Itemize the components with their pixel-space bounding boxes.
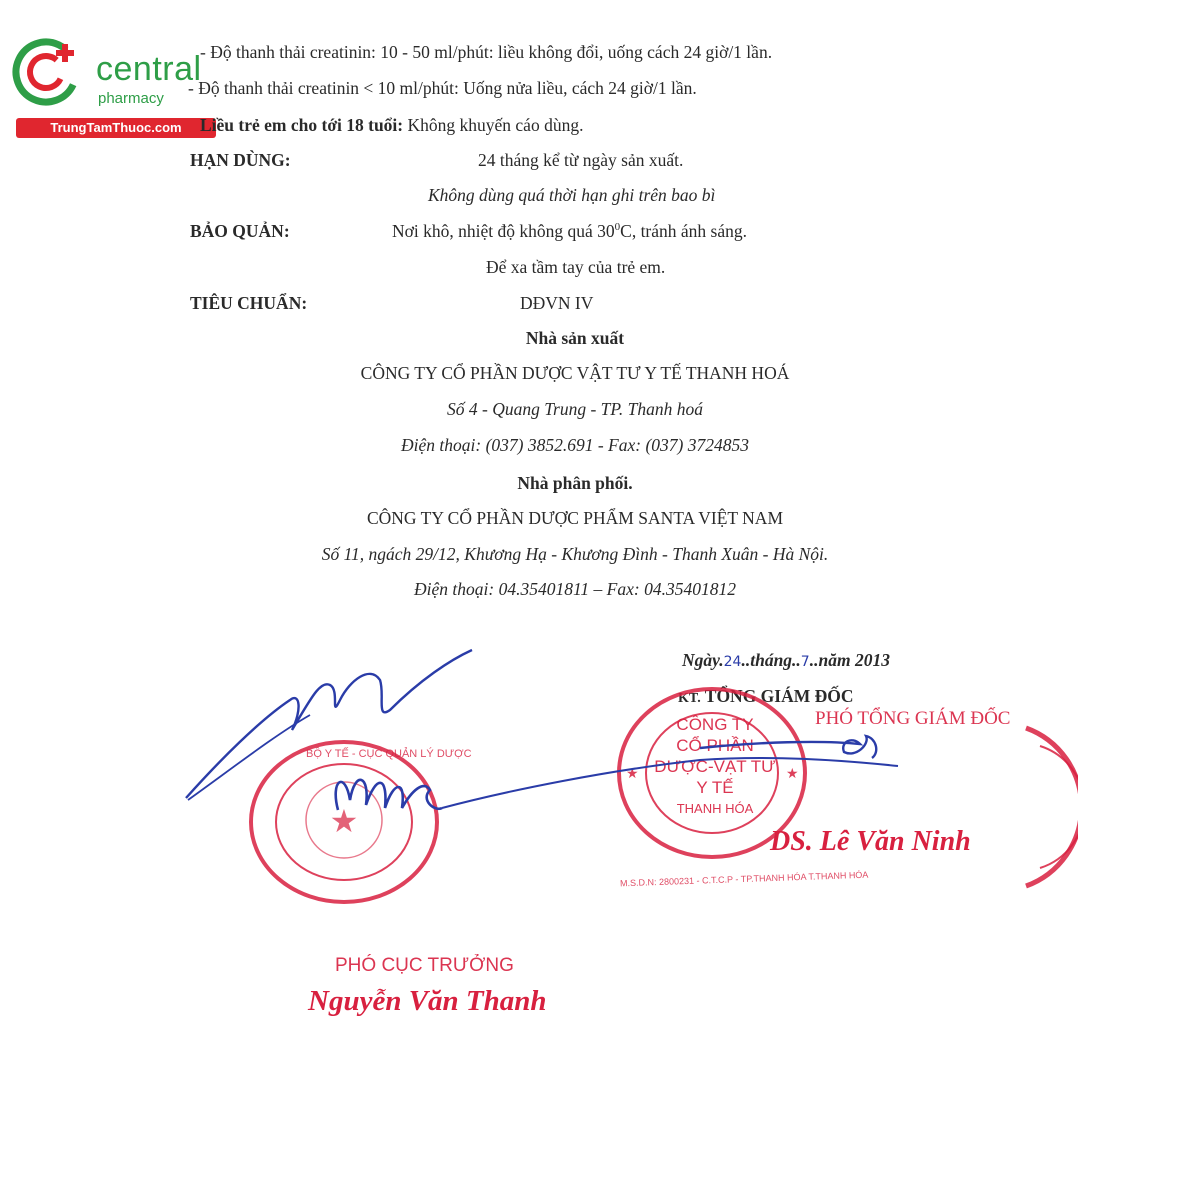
svg-text:★: ★	[786, 766, 799, 782]
svg-text:★: ★	[329, 802, 359, 840]
storage-label: BẢO QUẢN:	[190, 221, 290, 241]
dosage-child-value: Không khuyến cáo dùng.	[407, 115, 584, 135]
storage-value-post: C, tránh ánh sáng.	[620, 221, 747, 241]
manufacturer-heading: Nhà sản xuất	[525, 328, 625, 348]
ministry-seal-ring: BỘ Y TẾ - CỤC QUẢN LÝ DƯỢC	[306, 748, 472, 760]
expiry-note: Không dùng quá thời hạn ghi trên bao bì	[428, 185, 716, 205]
manufacturer-address: Số 4 - Quang Trung - TP. Thanh hoá	[447, 399, 703, 419]
dosage-line-2: - Độ thanh thải creatinin < 10 ml/phút: Uống nửa liều, cách 24 giờ/1 lần.	[188, 78, 697, 98]
expiry-label: HẠN DÙNG:	[190, 150, 291, 170]
logo-brand: central	[96, 50, 202, 88]
logo-site-link[interactable]: TrungTamThuoc.com	[16, 118, 216, 138]
standard-value: DĐVN IV	[520, 293, 594, 313]
storage-value-pre: Nơi khô, nhiệt độ không quá 30	[392, 221, 615, 241]
manufacturer-phone: Điện thoại: (037) 3852.691 - Fax: (037) 3724853	[401, 435, 749, 455]
dosage-child-label: Liều trẻ em cho tới 18 tuổi:	[200, 115, 404, 135]
date-month: 7	[800, 654, 810, 670]
svg-text:★: ★	[626, 766, 639, 782]
distributor-address: Số 11, ngách 29/12, Khương Hạ - Khương Đình - Thanh Xuân - Hà Nội.	[321, 544, 829, 564]
date-day: 24	[723, 654, 742, 670]
company-seal-line: Y TẾ	[696, 778, 734, 797]
date-mid: ..tháng..	[741, 650, 801, 670]
manufacturer-name: CÔNG TY CỔ PHẦN DƯỢC VẬT TƯ Y TẾ THANH HOÁ	[360, 363, 790, 383]
standard-label: TIÊU CHUẨN:	[190, 293, 308, 313]
partial-seal-icon	[1018, 722, 1078, 892]
company-seal-line: THANH HÓA	[676, 801, 754, 816]
storage-value	[392, 221, 747, 242]
company-seal-ring: M.S.D.N: 2800231 - C.T.C.P - TP.THANH HÓA T.THANH HÓA	[619, 869, 869, 889]
approval-title: PHÓ CỤC TRƯỞNG	[335, 955, 514, 976]
dosage-child	[200, 115, 583, 136]
deputy-director-title: PHÓ TỔNG GIÁM ĐỐC	[815, 708, 1011, 729]
date-prefix: Ngày.	[682, 650, 724, 670]
date-post: ..năm 2013	[809, 650, 890, 670]
company-seal-line: CÔNG TY	[676, 715, 754, 734]
expiry-value: 24 tháng kể từ ngày sản xuất.	[478, 150, 684, 170]
distributor-phone: Điện thoại: 04.35401811 – Fax: 04.35401812	[414, 579, 736, 599]
distributor-name: CÔNG TY CỔ PHẦN DƯỢC PHẨM SANTA VIỆT NAM	[366, 508, 784, 528]
storage-degree: 0	[614, 221, 621, 234]
signature-strokes-icon	[180, 640, 940, 840]
logo-sub: pharmacy	[98, 90, 164, 107]
dosage-line-1: - Độ thanh thải creatinin: 10 - 50 ml/phút: liều không đổi, uống cách 24 giờ/1 lần.	[200, 42, 773, 62]
company-seal-line: DƯỢC-VẬT TƯ	[654, 757, 776, 776]
central-pharmacy-logo-mark-icon	[8, 36, 88, 116]
storage-note: Để xa tầm tay của trẻ em.	[486, 257, 666, 277]
approval-name: Nguyễn Văn Thanh	[308, 985, 547, 1017]
signoff-title: TỔNG GIÁM ĐỐC	[704, 686, 854, 706]
distributor-heading: Nhà phân phối.	[517, 473, 633, 493]
signoff-kt: KT.	[678, 691, 701, 706]
company-seal-line: CỔ PHẦN	[676, 736, 754, 755]
deputy-director-name: DS. Lê Văn Ninh	[770, 826, 971, 857]
